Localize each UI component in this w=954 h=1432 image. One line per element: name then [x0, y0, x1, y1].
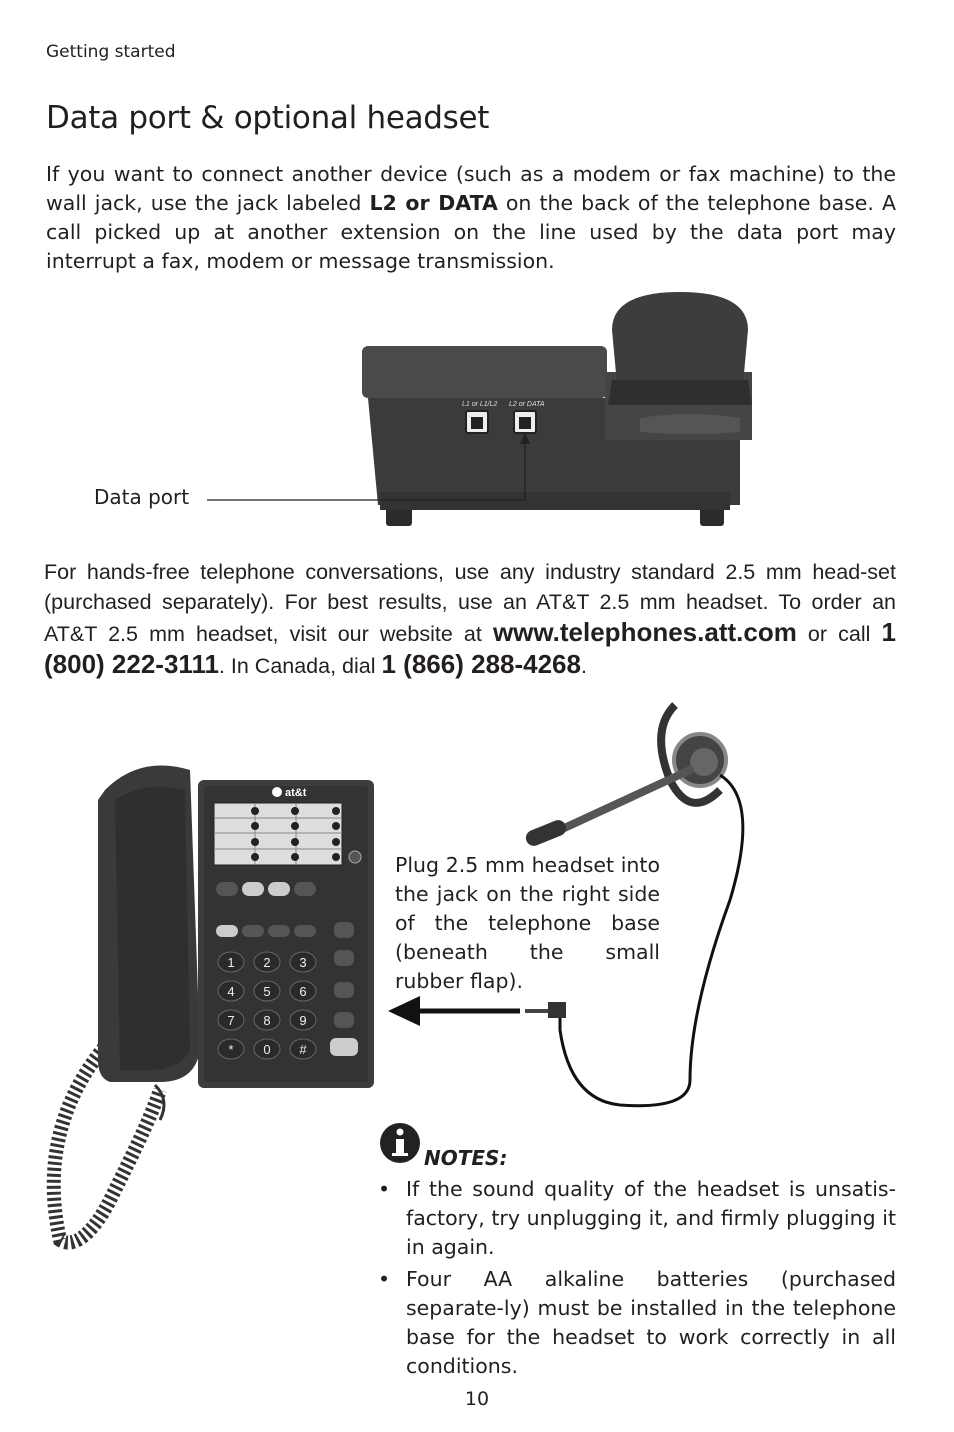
keypad-key-label: 8 [263, 1013, 271, 1028]
keypad-key-label: 4 [227, 984, 235, 999]
telephone-front-illustration [54, 766, 374, 1243]
keypad-key-label: # [299, 1042, 307, 1057]
keypad-key-label: 2 [263, 955, 271, 970]
notes-heading: NOTES: [424, 1146, 508, 1170]
us-phone-number: 1 (800) 222-3111 [44, 617, 896, 679]
jack2-label: L2 or DATA [509, 401, 545, 408]
keypad-key-label: 9 [299, 1013, 307, 1028]
telephone-base-back-illustration [207, 292, 752, 526]
page-title: Data port & optional headset [46, 100, 490, 136]
website-link[interactable]: www.telephones.att.com [492, 617, 797, 647]
headset-paragraph: For hands-free telephone conversations, use any industry standard 2.5 mm head-set (purchased separately). For best results, use an AT&T 2.5 mm headset. To order an AT&T 2.5 mm headset, visit our website at www.telephones.att.com or call 1 (800) 222-3111. In Canada, dial 1 (866) 288-4268. [44, 560, 896, 679]
keypad-key-label: 1 [227, 955, 235, 970]
keypad-key-label: * [228, 1042, 234, 1057]
headset-plug-caption: Plug 2.5 mm headset into the jack on the right side of the telephone base (beneath the small rubber flap). [395, 853, 660, 993]
keypad-key-label: 7 [227, 1013, 235, 1028]
page-number: 10 [464, 1388, 490, 1410]
keypad-key-label: 6 [299, 984, 307, 999]
keypad-key-label: 5 [263, 984, 271, 999]
jack1-label: L1 or L1/L2 [462, 401, 498, 408]
intro-paragraph: If you want to connect another device (such as a modem or fax machine) to the wall jack, use the jack labeled L2 or DATA on the back of the telephone base. A call picked up at another extension on the line used by the data port may interrupt a fax, modem or message transmission. [46, 162, 897, 273]
brand-logo: at&t [285, 787, 307, 799]
jack-label-bold: L2 or DATA [369, 191, 498, 215]
canada-phone-number: 1 (866) 288-4268 [381, 649, 581, 679]
note-item: • If the sound quality of the headset is unsatis-factory, try unplugging it, and firmly plugging it in again. [378, 1177, 896, 1259]
info-icon [380, 1123, 420, 1163]
data-port-callout: Data port [94, 485, 190, 509]
keypad-key-label: 0 [263, 1042, 271, 1057]
notes-list [378, 1175, 896, 1384]
keypad-key-label: 3 [299, 955, 307, 970]
section-label: Getting started [46, 42, 176, 62]
note-item: • Four AA alkaline batteries (purchased separate-ly) must be installed in the telephone base for the headset to work correctly in all conditions. [378, 1267, 896, 1378]
